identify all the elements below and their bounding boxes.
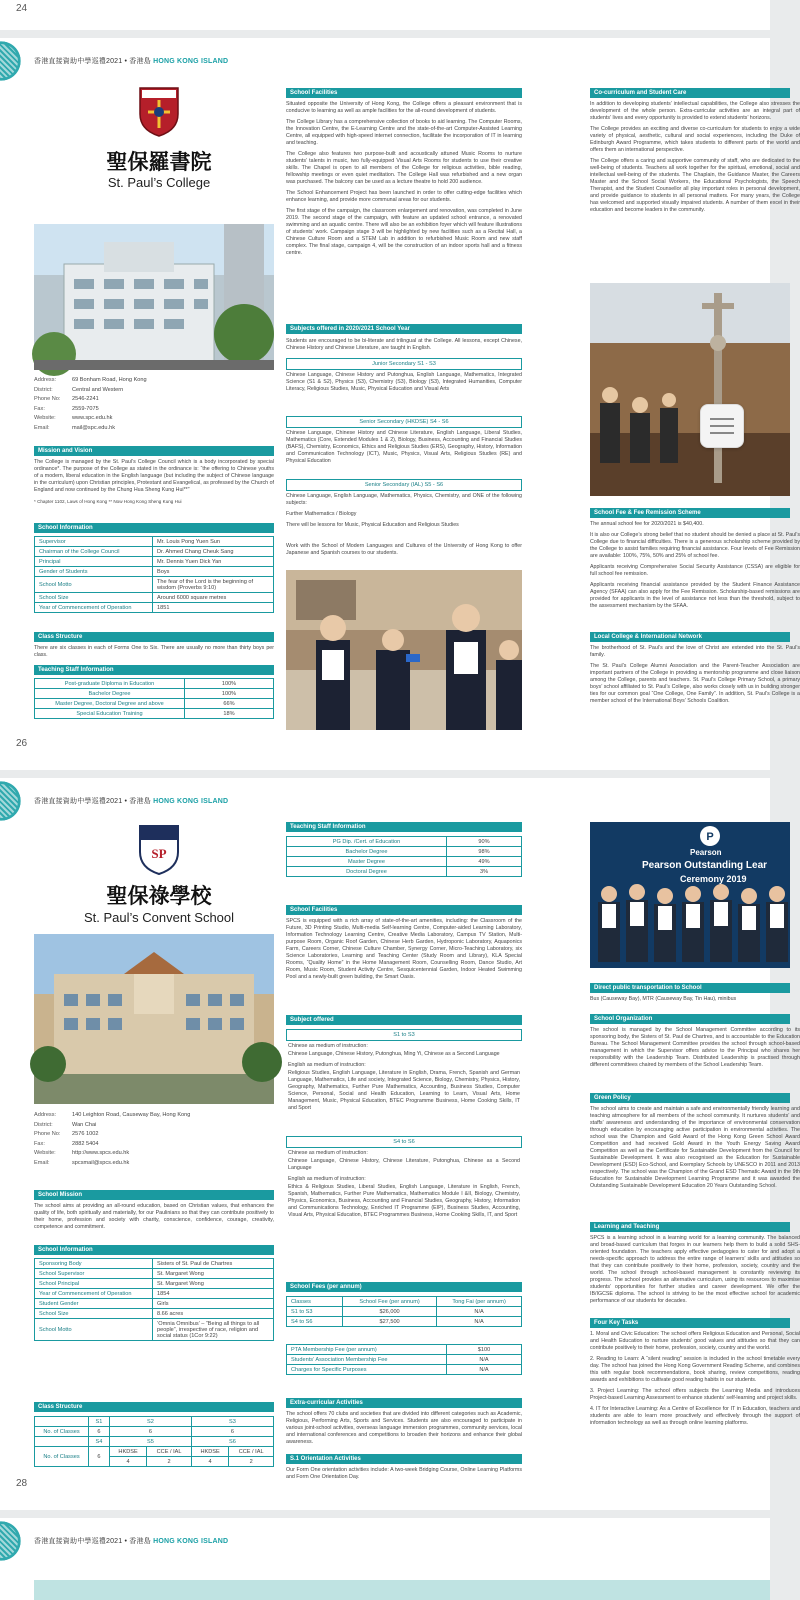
school-info-table: [34, 1258, 274, 1341]
paragraph: Religious Studies, English Language, Literature in English, Drama, French, Spanish and German Language, Mathematics, Life and society, Integrated Science, Biology, Chemistry, Physics, History, Geography, Mathematics, Further Pure Mathematics, Accounting, Business Studies, Computer Science, Personal, Social and Health Education, Learning to Learn, Visual Arts, Home Management, Music, Physical Education, BTEC Programme Business, Home Cooking Skills, IT and Sport: [288, 1070, 520, 1111]
table-cell: N/A: [447, 1355, 522, 1365]
table-row: [35, 603, 274, 613]
section-heading: Mission and Vision: [34, 446, 274, 456]
contact-row: [34, 1149, 274, 1159]
table-row: [35, 1417, 274, 1427]
table-row: [35, 577, 274, 593]
section-heading: Learning and Teaching: [590, 1222, 790, 1232]
page-strip-top: [0, 0, 770, 30]
page-header: [34, 56, 228, 66]
table-row: [35, 1289, 274, 1299]
contact-value: 2882 5404: [72, 1140, 99, 1147]
table-cell: 90%: [447, 837, 522, 847]
table-cell: Special Education Training: [35, 709, 185, 719]
paragraph: The first stage of the campaign, the classroom enlargement and renovation, was completed in June 2019. The second stage of the campaign, with feature an updated school entrance, a renovated swimming and an aquatic centre. There will also be an exhibition foyer which will feature illustrations of students’ work. Campaign stage 3 will be highlighted by new facilities such as a Recital Hall, a Chinese Culture Room and a STEM Lab in addition to refurbished Music Room and new staff complex. The final stage, campaign 4, will be the construction of an indoor sports hall and a fitness centre.: [286, 208, 522, 256]
header-chinese: 香港直接資助中學巡禮2021 • 香港島: [34, 1538, 151, 1545]
section-heading: Class Structure: [34, 632, 274, 642]
paragraph: English as medium of instruction:: [288, 1062, 366, 1068]
table-cell: No. of Classes: [35, 1427, 89, 1437]
section-heading: Co-curriculum and Student Care: [590, 88, 790, 98]
subtable-heading: Junior Secondary S1 - S3: [286, 358, 522, 370]
school-building-photo: [34, 934, 274, 1104]
table-row: [35, 709, 274, 719]
section-heading: School Facilities: [286, 905, 522, 915]
table-cell: S2: [109, 1417, 191, 1427]
table-row: [35, 557, 274, 567]
mission-text: [34, 459, 274, 509]
table-cell: School Supervisor: [35, 1269, 153, 1279]
other-fees-table: [286, 1344, 522, 1375]
table-row: [287, 867, 522, 877]
table-cell: S1: [89, 1417, 110, 1427]
table-cell: 66%: [185, 699, 274, 709]
table-row: [287, 1365, 522, 1375]
transport-text: Bus (Causeway Bay), MTR (Causeway Bay, Tin Hau), minibus: [590, 996, 737, 1002]
table-row: [287, 837, 522, 847]
contact-label: Website:: [34, 1150, 56, 1157]
learning-teaching-text: SPCS is a learning school in a learning world for a learning community. The balanced and broad-based curriculum that forges in our learners help them to build a solid SHS-oriented foundation. The teachers apply effective pedagogies to cater for and adopt a needs-specific approach to address the entire range of learners’ skills and attitudes so that they can contribute positively to their home, profession, society, country and the world. The school through school-based management is constantly reviewing its progress. The school provides an alternative curriculum, using its resources to maximise students’ opportunities for further studies and career development. We offer the IB/IGCSE diploma. The school is striving to be the most effective school for academic performance of our students for decades.: [590, 1235, 800, 1304]
table-row: [287, 1345, 522, 1355]
table-cell: School Fee (per annum): [343, 1297, 437, 1307]
school-name-english: St. Paul’s College: [107, 175, 211, 190]
extra-curricular-text: The school offers 70 clubs and societies that are divided into different categories such as Academic, Religious, Performing Arts, Sports and Services. Students are also encouraged to participate in various joint-school activities, overseas language immersion programmes, community services, local and international conferences and competitions to broaden their horizons and enhance their global awareness.: [286, 1411, 522, 1445]
contact-row: [34, 414, 274, 424]
section-heading: Subject offered: [286, 1015, 522, 1025]
table-row: [35, 1269, 274, 1279]
table-cell: Year of Commencement of Operation: [35, 1289, 153, 1299]
section-heading: School Facilities: [286, 88, 522, 98]
table-cell: Master Degree: [287, 857, 447, 867]
subtable-heading: S4 to S6: [286, 1136, 522, 1148]
paragraph: The annual school fee for 2020/2021 is $40,400.: [590, 521, 704, 527]
contact-row: [34, 405, 274, 415]
contact-row: [34, 386, 274, 396]
menu-icon: [710, 425, 734, 427]
school-crest-icon: [136, 822, 182, 876]
table-cell: 100%: [185, 679, 274, 689]
school-building-photo: [34, 224, 274, 370]
paragraph: Chinese Language, Chinese History, Putonghua, Ming Yi, Chinese as a Second Language: [288, 1051, 500, 1057]
paragraph: There will be lessons for Music, Physical Education and Religious Studies: [286, 522, 459, 528]
table-row: [35, 1279, 274, 1289]
school-name-chinese: 聖保祿學校: [106, 883, 212, 908]
page-corner-decoration: [0, 38, 24, 84]
table-cell: Sponsoring Body: [35, 1259, 153, 1269]
table-row: [35, 1319, 274, 1341]
table-cell: 100%: [185, 689, 274, 699]
contact-info: [34, 1111, 274, 1169]
table-cell: CCE / IAL: [147, 1447, 192, 1457]
contact-row: [34, 424, 274, 434]
table-row: [35, 1447, 274, 1457]
section-heading: School Mission: [34, 1190, 274, 1200]
table-row: [35, 1299, 274, 1309]
contact-row: [34, 395, 274, 405]
page-st-pauls-college: [0, 38, 800, 770]
page-header: [34, 796, 228, 806]
green-policy-text: The school aims to create and maintain a safe and environmentally friendly learning and teaching atmosphere for all members of the school community. It nurtures students’ and staffs’ awareness and understanding of the importance of environmental conservation through education by encouraging active participation in environmental activities. The school was the Champion and Gold Award of the Hong Kong Green School Award Competition and had received Gold Award in the Youth Energy Saving Award Competition as well as the Certificate for Sustainable Development from the Council for Sustainable Development. It was also recognised as the Education for Sustainable Development (ESD) Eco-School, and Exemplary Schools by UNESCO in 2011 and 2013 respectively. The school was the Champion of the Grand ESD Thematic Award in the 9th Education for Sustainable Development Learning Programme and it was awarded the Outstanding Sustainable Development Education 20 Years Outstanding School.: [590, 1106, 800, 1189]
contact-row: [34, 1130, 274, 1140]
table-cell: 18%: [185, 709, 274, 719]
table-cell: $100: [447, 1345, 522, 1355]
contact-label: Phone No:: [34, 1131, 61, 1138]
header-chinese: 香港直接資助中學巡禮2021 • 香港島: [34, 798, 151, 805]
table-cell: Girls: [153, 1299, 274, 1309]
page-number: 28: [16, 1478, 28, 1489]
facilities-text: [286, 101, 522, 261]
table-cell: 4: [109, 1457, 146, 1467]
contact-row: [34, 1121, 274, 1131]
table-cell: N/A: [437, 1317, 522, 1327]
table-row: [35, 1437, 274, 1447]
subjects-s4-s6: [288, 1150, 520, 1223]
table-cell: Doctoral Degree: [287, 867, 447, 877]
table-cell: 1854: [153, 1289, 274, 1299]
section-heading: Green Policy: [590, 1093, 790, 1103]
section-heading: Direct public transportation to School: [590, 983, 790, 993]
table-cell: ‘Omnia Omnibus’ – “Being all things to all people”, irrespective of race, religion and social status (1Cor 9:22): [153, 1319, 274, 1341]
table-cell: Year of Commencement of Operation: [35, 603, 153, 613]
table-cell: Master Degree, Doctoral Degree and above: [35, 699, 185, 709]
section-heading: Subjects offered in 2020/2021 School Year: [286, 324, 522, 334]
contact-label: Address:: [34, 377, 57, 383]
paragraph: The College offers a caring and supportive community of staff, who are dedicated to the well-being of students. Teachers all work together for the spiritual, emotional, social and intellectual well-being of the students. The Chaplain, the Guidance Master, the Careers Master and the School Social Workers, the Educational Psychologists, the Speech Therapist, and the Student Counsellor all play important roles in personal development, and provide guidance to students in all personal matters. For many years, the College has welcomed and supported visually impaired students. A number of them excel in their education and become leaders in the community.: [590, 158, 800, 213]
list-item: 3. Project Learning: The school offers subjects the Learning Media and introduces Project-based Learning Assessment to enhance students’ self-learning and project skills.: [590, 1388, 800, 1401]
school-crest-icon: [136, 84, 182, 138]
contact-label: Fax:: [34, 405, 45, 412]
section-heading: School Fee & Fee Remission Scheme: [590, 508, 790, 518]
table-cell: S5: [109, 1437, 191, 1447]
contact-value: Wan Chai: [72, 1121, 97, 1128]
organization-text: The school is managed by the School Management Committee according to its sponsoring body, the Sisters of St. Paul de Chartres, and is accountable to the Education Bureau. The School Management Committee provides the school through school-based management in which the Supervisor offers advice to the Principal who shares her responsibility with the Leadership Team. Distributed Leadership is practised through different committees chaired by members of the School Leadership Team.: [590, 1027, 800, 1068]
table-cell: 49%: [447, 857, 522, 867]
table-cell: St. Margaret Wong: [153, 1279, 274, 1289]
contact-row: [34, 1140, 274, 1150]
mission-text: The school aims at providing an all-round education, based on Christian values, that enhances the quality of life, both spiritually and materially, for our Paulinians so that they can contribute positively to their home, profession and society with charity, conscience, confidence, courage, creativity, competence and commitment.: [34, 1203, 274, 1230]
paragraph: English as medium of instruction:: [288, 1176, 366, 1182]
table-cell: Chairman of the College Council: [35, 547, 153, 557]
table-cell: Supervisor: [35, 537, 153, 547]
table-cell: Around 6000 square metres: [153, 593, 274, 603]
contact-row: [34, 1111, 274, 1121]
table-cell: Post-graduate Diploma in Education: [35, 679, 185, 689]
photo-caption: Pearson: [690, 848, 722, 857]
teaching-staff-table: [286, 836, 522, 877]
table-row: [287, 1297, 522, 1307]
section-heading: Four Key Tasks: [590, 1318, 790, 1328]
table-cell: School Motto: [35, 1319, 153, 1341]
page-next-partial: [0, 1518, 770, 1600]
table-cell: Students’ Association Membership Fee: [287, 1355, 447, 1365]
menu-button[interactable]: [700, 404, 744, 448]
table-cell: 2: [147, 1457, 192, 1467]
table-cell: 8.66 acres: [153, 1309, 274, 1319]
table-cell: 4: [191, 1457, 228, 1467]
table-cell: Student Gender: [35, 1299, 153, 1309]
table-cell: S3: [191, 1417, 273, 1427]
teal-banner: [34, 1580, 770, 1600]
senior-subjects: Chinese Language, Chinese History and Chinese Literature, English Language, Liberal Studies, Mathematics (Core, Extended Modules 1 & 2), Biology, Business, Accounting and Financial Studies (BAFS), Chemistry, Economics, Ethics and Religious Studies (ERS), Geography, History, Information and Communication Technology (ICT), Music, Physics, Visual Arts, Religious Studies (RE) and Physical Education: [286, 430, 522, 464]
paragraph: Chinese Language, English Language, Mathematics, Physics, Chemistry, and ONE of the following subjects:: [286, 493, 522, 506]
email-link[interactable]: mail@spc.edu.hk: [72, 424, 115, 431]
subjects-intro: Students are encouraged to be bi-literate and trilingual at the College. All lessons, except Chinese, Chinese History and Chinese Literature, are taught in English.: [286, 338, 522, 351]
header-chinese: 香港直接資助中學巡禮2021 • 香港島: [34, 58, 151, 65]
photo-caption: Ceremony 2019: [680, 874, 747, 884]
list-item: 2. Reading to Learn: A “silent reading” session is included in the school timetable every day. The school has joined the Hong Kong Government Reading Scheme, and combines this with regular book recommendations, book sharing, review competitions, reading awards and exhibitions to cultivate good reading habits in our students.: [590, 1356, 800, 1383]
table-cell: PG Dip. /Cert. of Education: [287, 837, 447, 847]
table-cell: [35, 1417, 89, 1427]
table-cell: St. Margaret Wong: [153, 1269, 274, 1279]
contact-label: District:: [34, 386, 53, 393]
table-cell: PTA Membership Fee (per annum): [287, 1345, 447, 1355]
table-cell: N/A: [437, 1307, 522, 1317]
school-fees-table: [286, 1296, 522, 1327]
section-heading: School Information: [34, 523, 274, 533]
table-cell: Dr. Ahmed Chang Cheuk Sang: [153, 547, 274, 557]
table-row: [35, 1427, 274, 1437]
table-row: [287, 847, 522, 857]
paragraph: The brotherhood of St. Paul’s and the love of Christ are extended into the St. Paul’s family.: [590, 645, 800, 658]
table-cell: 6: [89, 1427, 110, 1437]
table-row: [35, 547, 274, 557]
contact-value: 2559-7075: [72, 405, 99, 412]
contact-label: Email:: [34, 424, 50, 431]
table-cell: 98%: [447, 847, 522, 857]
table-cell: Bachelor Degree: [35, 689, 185, 699]
paragraph: Chinese as medium of instruction:: [288, 1150, 368, 1156]
subjects-note: Work with the School of Modern Languages and Cultures of the University of Hong Kong to offer Japanese and Spanish courses to our students.: [286, 543, 522, 556]
table-row: [287, 1317, 522, 1327]
paragraph: The College provides an exciting and diverse co-curriculum for students to enjoy a wide variety of physical, aesthetic, cultural and social experiences, including the Duke of Edinburgh Award Programme, which takes students to different parts of the world and offers them an international perspective.: [590, 126, 800, 153]
crest-letters: SP: [151, 846, 167, 861]
contact-value: 69 Bonham Road, Hong Kong: [72, 377, 147, 383]
page-st-pauls-convent-school: [0, 778, 800, 1510]
table-row: [287, 857, 522, 867]
school-info-table: [34, 536, 274, 613]
table-cell: CCE / IAL: [229, 1447, 274, 1457]
table-cell: Sisters of St. Paul de Chartres: [153, 1259, 274, 1269]
subtable-heading: Senior Secondary (IAL) S5 - S6: [286, 479, 522, 491]
table-cell: Boys: [153, 567, 274, 577]
school-name-english: St. Paul’s Convent School: [83, 910, 235, 925]
key-tasks-text: [590, 1331, 800, 1431]
class-structure-table: [34, 1416, 274, 1467]
table-row: [35, 567, 274, 577]
table-cell: N/A: [447, 1365, 522, 1375]
network-text: [590, 645, 800, 709]
contact-value: 140 Leighton Road, Causeway Bay, Hong Kong: [72, 1112, 191, 1118]
ial-subjects: [286, 493, 522, 533]
class-structure-text: There are six classes in each of Forms One to Six. There are usually no more than thirty boys per class.: [34, 645, 274, 658]
table-row: [35, 537, 274, 547]
header-english: HONG KONG ISLAND: [153, 58, 229, 65]
section-heading: Extra-curricular Activities: [286, 1398, 522, 1408]
paragraph: The College also features two purpose-built and acoustically attuned Music Rooms to nurture students’ talents in music, two fully-equipped Visual Arts Rooms for students to use their creative skills. The Chapel is open to all members of the College for religious activities, bible reading, fellowship meetings or even quiet meditation. The College Hall was refurbished and a new organ was purchased. The balcony can be used as a lecture theatre to hold 200 audience.: [286, 151, 522, 185]
paragraph: Situated opposite the University of Hong Kong, the College offers a pleasant environment that is conducive to learning as well as ample facilities for the all-round development of students.: [286, 101, 522, 114]
subtable-heading: Senior Secondary (HKDSE) S4 - S6: [286, 416, 522, 428]
paragraph: Applicants receiving financial assistance provided by the Student Finance Assistance Agency (SFAA) can also apply for the Fee Remission. Scholarship-based remissions are provided for applicants in the level of assistance not less than the threshold, subject to the assessment mechanism by the SFAA.: [590, 582, 800, 609]
page-corner-decoration: [0, 1518, 24, 1564]
page-corner-decoration: [0, 778, 24, 824]
orientation-text: Our Form One orientation activities include: A two-week Bridging Course, Online Learning Platforms and Form One Orientation Day.: [286, 1467, 522, 1480]
paragraph: Ethics & Religious Studies, Liberal Studies, English Language, Literature in English, French, Spanish, Mathematics, Further Pure Mathematics, Mathematics Module I &II, Biology, Chemistry, Physics, Economics, Business, Accounting and Financial Studies, Geography, History, Information and Communications Technology, Enriched IT Programme (EIP), Business Studies, Accounting, Visual Arts, Physical Education, BTEC Programmes Business, Home Cooking Skills, IT, and Sport: [288, 1184, 520, 1218]
paragraph: The School Enhancement Project has been launched in order to offer cutting-edge facilities which enhance learning, and provide more communal areas for our students.: [286, 190, 522, 203]
section-heading: Class Structure: [34, 1402, 274, 1412]
table-cell: 1851: [153, 603, 274, 613]
table-row: [287, 1307, 522, 1317]
table-cell: School Size: [35, 1309, 153, 1319]
paragraph: Chinese as medium of instruction:: [288, 1043, 368, 1049]
subtable-heading: S1 to S3: [286, 1029, 522, 1041]
table-cell: HKDSE: [191, 1447, 228, 1457]
contact-row: [34, 376, 274, 386]
table-cell: 3%: [447, 867, 522, 877]
table-row: [287, 1355, 522, 1365]
contact-label: Email:: [34, 1159, 50, 1166]
table-row: [35, 699, 274, 709]
contact-label: Website:: [34, 415, 56, 422]
table-cell: School Size: [35, 593, 153, 603]
paragraph: In addition to developing students’ intellectual capabilities, the College also stresses the development of the whole person. Extra-curricular activities are an integral part of students’ lives and every opportunity is provided to extend students’ horizons.: [590, 101, 800, 121]
pearson-logo: P: [706, 831, 714, 843]
table-cell: School Motto: [35, 577, 153, 593]
table-cell: School Principal: [35, 1279, 153, 1289]
table-cell: HKDSE: [109, 1447, 146, 1457]
table-cell: 2: [229, 1457, 274, 1467]
table-cell: $27,500: [343, 1317, 437, 1327]
table-cell: Gender of Students: [35, 567, 153, 577]
table-cell: Classes: [287, 1297, 343, 1307]
section-heading: School Fees (per annum): [286, 1282, 522, 1292]
table-cell: No. of Classes: [35, 1447, 89, 1467]
menu-icon: [710, 432, 734, 434]
paragraph: Applicants receiving Comprehensive Social Security Assistance (CSSA) are eligible for full school fee remission.: [590, 564, 800, 577]
table-row: [35, 689, 274, 699]
section-heading: Teaching Staff Information: [34, 665, 274, 675]
table-cell: S4: [89, 1437, 110, 1447]
table-cell: S1 to S3: [287, 1307, 343, 1317]
table-row: [35, 593, 274, 603]
fee-text: [590, 521, 800, 614]
facilities-text: SPCS is equipped with a rich array of state-of-the-art amenities, including: the Classroom of the Future, 3D Printing Studio, Multi-media Self-learning Centre, Computer-aided Learning Laboratory, Information Technology Learning Centre, Creative Media Laboratory, Campus TV Station, Multi-purpose Room, Organic Roof Garden, Chinese Herb Garden, Hydroponic Laboratory, Aquaponics Farm, Careers Corner, Chinese Culture Chamber, Synergy Corner, Micro-Teaching Laboratory, six Science Laboratories, Learning and Teaching Center (Study Room and Library), KLA Special Rooms, “Quality Home” in the Home Management Room, Counselling Room, Dance Studio, Art Room, Music Room, Student Activity Centre, Sesquicentennial Garden, Indoor Heated Swimming Pool and a newly-built green building, the Smart Oasis.: [286, 918, 522, 980]
menu-icon: [710, 418, 734, 420]
page-number: 24: [16, 3, 28, 14]
contact-info: [34, 376, 274, 434]
paragraph: It is also our College’s strong belief that no student should be denied a place at St. Paul’s College due to financial difficulties. There is a generous scholarship scheme provided by the College to assist families requiring financial assistance. Four levels of Fee Remission are available: 100%, 75%, 50% and 25% of school fee.: [590, 532, 800, 559]
mission-footnote: * Chapter 1102, Laws of Hong Kong ** Now Hong Kong Sheng Kung Hui: [34, 499, 182, 504]
table-cell: S6: [191, 1437, 273, 1447]
table-cell: Charges for Specific Purposes: [287, 1365, 447, 1375]
section-heading: School Organization: [590, 1014, 790, 1024]
table-row: [35, 1259, 274, 1269]
section-heading: School Information: [34, 1245, 274, 1255]
table-cell: 6: [89, 1447, 110, 1467]
award-ceremony-photo: [590, 822, 790, 968]
paragraph: The College Library has a comprehensive collection of books to aid learning. The Computer Rooms, the Innovation Centre, the E-Learning Centre and the state-of-the-art Computer-Assisted Learning Centre, all equipped with high-speed internet connection, facilitate the incorporation of IT in learning and teaching.: [286, 119, 522, 146]
teaching-staff-table: [34, 678, 274, 719]
students-lab-photo: [286, 570, 522, 730]
junior-subjects: Chinese Language, Chinese History and Putonghua, English Language, Mathematics, Integrated Science (S1 & S2), Physics (S3), Chemistry (S3), Biology (S3), Integrated Humanities, Computer Literacy, Religious Studies, Music, Physical Education and Visual Arts: [286, 372, 522, 392]
page-number: 26: [16, 738, 28, 749]
table-cell: S4 to S6: [287, 1317, 343, 1327]
email-link[interactable]: spcsmail@spcs.edu.hk: [72, 1159, 130, 1166]
chapel-photo: [590, 283, 790, 496]
page-header: [34, 1536, 228, 1546]
table-cell: The fear of the Lord is the beginning of wisdom (Proverbs 9:10): [153, 577, 274, 593]
table-row: [35, 679, 274, 689]
contact-label: Address:: [34, 1112, 57, 1118]
paragraph: Chinese Language, Chinese History, Chinese Literature, Putonghua, Chinese as a Second Language: [288, 1158, 520, 1171]
school-name-chinese: 聖保羅書院: [106, 149, 212, 174]
mission-paragraph: The College is managed by the St. Paul’s College Council which is a body incorporated by special ordinance*. The purpose of the College as stated in the ordinance is: “the offering to Chinese youths of a modern, liberal education in the English language (but including the subject of Chinese language in the curriculum) upon Christian principles, Protestant and Evangelical, as professed by the Church of England and now continued by the Chung Hua Sheng Kung Hui**”: [34, 459, 274, 493]
table-cell: Tong Fai (per annum): [437, 1297, 522, 1307]
contact-label: District:: [34, 1121, 53, 1128]
table-cell: Mr. Dennis Yuen Dick Yan: [153, 557, 274, 567]
contact-value: 2576 1002: [72, 1131, 99, 1138]
table-cell: 6: [191, 1427, 273, 1437]
website-link[interactable]: http://www.spcs.edu.hk: [72, 1150, 130, 1157]
table-cell: Mr. Louis Pong Yuen Sun: [153, 537, 274, 547]
paragraph: The St. Paul’s College Alumni Association and the Parent-Teacher Association are important partners of the College in providing a mentorship programme and close liaison among the College, parents and teachers. St. Paul’s College Primary School, a primary boys’ school affiliated to St. Paul’s College, also works closely with us in building stronger ties for our common goal “One College, One Family”. In addition, St. Paul’s College is a member school of the International Boys’ Schools Coalition.: [590, 663, 800, 704]
list-item: 4. IT for Interactive Learning: As a Centre of Excellence for IT in Education, teachers and students are able to learn more proactively and effectively through the support of information technology as well as through online learning platforms.: [590, 1406, 800, 1426]
header-english: HONG KONG ISLAND: [153, 1538, 229, 1545]
table-cell: Principal: [35, 557, 153, 567]
contact-value: 2546-2241: [72, 396, 99, 403]
table-cell: [35, 1437, 89, 1447]
contact-row: [34, 1159, 274, 1169]
list-item: 1. Moral and Civic Education: The school offers Religious Education and Personal, Social and Health Education to nurture students’ good values and attitudes so that they can contribute positively to their home, profession, society, country and the world.: [590, 1331, 800, 1351]
photo-caption: Pearson Outstanding Lear: [642, 860, 768, 871]
section-heading: Teaching Staff Information: [286, 822, 522, 832]
header-english: HONG KONG ISLAND: [153, 798, 229, 805]
contact-label: Fax:: [34, 1140, 45, 1147]
cca-text: [590, 101, 800, 218]
paragraph: Further Mathematics / Biology: [286, 511, 357, 517]
table-cell: 6: [109, 1427, 191, 1437]
table-row: [35, 1309, 274, 1319]
contact-label: Phone No:: [34, 396, 61, 403]
contact-value: Central and Western: [72, 386, 124, 393]
section-heading: Local College & International Network: [590, 632, 790, 642]
subjects-s1-s3: [288, 1043, 520, 1116]
table-cell: Bachelor Degree: [287, 847, 447, 857]
table-cell: $26,000: [343, 1307, 437, 1317]
website-link[interactable]: www.spc.edu.hk: [72, 415, 113, 422]
section-heading: S.1 Orientation Activities: [286, 1454, 522, 1464]
